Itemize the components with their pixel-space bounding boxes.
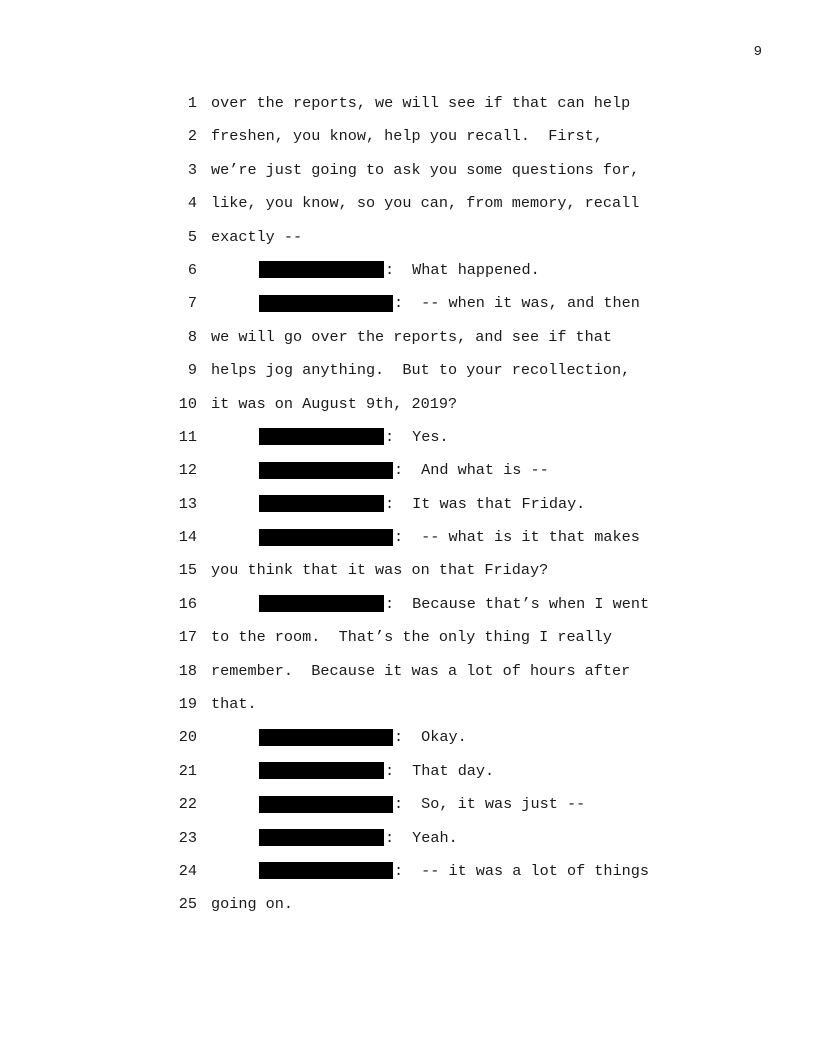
redacted-speaker-name (259, 529, 393, 546)
transcript-line (170, 460, 770, 493)
line-text: helps jog anything. But to your recollection, (211, 361, 631, 380)
line-text: Because that’s when I went (412, 594, 650, 613)
line-number: 6 (187, 260, 197, 279)
transcript-line (170, 193, 770, 226)
line-text: Okay. (421, 728, 467, 747)
line-text: freshen, you know, help you recall. First, (211, 127, 603, 146)
line-text: -- when it was, and then (421, 294, 640, 313)
redacted-speaker-name (259, 428, 384, 445)
line-text: going on. (211, 895, 294, 914)
speaker-turn (259, 761, 494, 781)
transcript-line (170, 560, 770, 593)
line-number: 12 (178, 461, 197, 480)
speaker-turn (259, 460, 549, 480)
line-number: 19 (178, 695, 197, 714)
line-text: that. (211, 695, 257, 714)
line-number: 5 (187, 227, 197, 246)
transcript-line (170, 360, 770, 393)
line-number: 13 (178, 494, 197, 513)
transcript-line (170, 861, 770, 894)
speaker-colon: : (394, 861, 404, 880)
redacted-speaker-name (259, 495, 384, 512)
speaker-turn (259, 594, 649, 614)
transcript-line (170, 427, 770, 460)
line-text: What happened. (412, 260, 540, 279)
speaker-colon: : (385, 427, 395, 446)
speaker-turn (259, 861, 649, 881)
transcript-line (170, 828, 770, 861)
line-number: 10 (178, 394, 197, 413)
line-text: And what is -- (421, 461, 549, 480)
transcript-line (170, 761, 770, 794)
speaker-turn (259, 527, 640, 547)
line-number: 4 (187, 194, 197, 213)
line-text: Yeah. (412, 828, 458, 847)
line-number: 3 (187, 160, 197, 179)
transcript-line (170, 794, 770, 827)
speaker-turn (259, 494, 585, 514)
speaker-turn (259, 794, 585, 814)
speaker-colon: : (385, 828, 395, 847)
redacted-speaker-name (259, 595, 384, 612)
line-number: 15 (178, 561, 197, 580)
line-number: 9 (187, 361, 197, 380)
transcript-line (170, 594, 770, 627)
line-number: 22 (178, 795, 197, 814)
line-number: 17 (178, 628, 197, 647)
redacted-speaker-name (259, 295, 393, 312)
line-text: like, you know, so you can, from memory, recall (211, 194, 640, 213)
line-number: 11 (178, 427, 197, 446)
speaker-colon: : (394, 795, 404, 814)
redacted-speaker-name (259, 762, 384, 779)
redacted-speaker-name (259, 829, 384, 846)
line-text: we’re just going to ask you some questions for, (211, 160, 640, 179)
line-text: -- what is it that makes (421, 528, 640, 547)
line-text: It was that Friday. (412, 494, 586, 513)
line-text: So, it was just -- (421, 795, 586, 814)
transcript-line (170, 661, 770, 694)
line-text: we will go over the reports, and see if that (211, 327, 613, 346)
line-number: 21 (178, 761, 197, 780)
speaker-colon: : (394, 294, 404, 313)
transcript-line (170, 327, 770, 360)
line-text: That day. (412, 761, 495, 780)
transcript-line (170, 694, 770, 727)
speaker-colon: : (385, 594, 395, 613)
line-number: 8 (187, 327, 197, 346)
speaker-turn (259, 828, 458, 848)
transcript-line (170, 727, 770, 760)
line-number: 23 (178, 828, 197, 847)
speaker-turn (259, 293, 640, 313)
transcript-line (170, 394, 770, 427)
speaker-turn (259, 427, 449, 447)
transcript-line (170, 293, 770, 326)
line-number: 25 (178, 895, 197, 914)
line-text: you think that it was on that Friday? (211, 561, 549, 580)
redacted-speaker-name (259, 462, 393, 479)
page-number: 9 (753, 44, 762, 60)
line-number: 20 (178, 728, 197, 747)
speaker-colon: : (394, 461, 404, 480)
line-number: 24 (178, 861, 197, 880)
speaker-turn (259, 727, 467, 747)
speaker-colon: : (394, 528, 404, 547)
line-number: 14 (178, 528, 197, 547)
redacted-speaker-name (259, 261, 384, 278)
transcript-line (170, 126, 770, 159)
line-number: 18 (178, 661, 197, 680)
line-text: -- it was a lot of things (421, 861, 649, 880)
speaker-colon: : (385, 494, 395, 513)
speaker-turn (259, 260, 540, 280)
redacted-speaker-name (259, 729, 393, 746)
speaker-colon: : (385, 260, 395, 279)
line-text: to the room. That’s the only thing I really (211, 628, 613, 647)
line-text: remember. Because it was a lot of hours after (211, 661, 631, 680)
line-text: Yes. (412, 427, 449, 446)
line-number: 16 (178, 594, 197, 613)
line-number: 2 (187, 127, 197, 146)
line-number: 7 (187, 294, 197, 313)
speaker-colon: : (385, 761, 395, 780)
line-text: exactly -- (211, 227, 303, 246)
transcript-line (170, 93, 770, 126)
line-number: 1 (187, 94, 197, 112)
redacted-speaker-name (259, 862, 393, 879)
transcript-line (170, 227, 770, 260)
transcript-line (170, 260, 770, 293)
transcript-line (170, 627, 770, 660)
transcript-line (170, 527, 770, 560)
redacted-speaker-name (259, 796, 393, 813)
transcript-line (170, 160, 770, 193)
transcript-line (170, 494, 770, 527)
line-text: over the reports, we will see if that can help (211, 94, 631, 112)
line-text: it was on August 9th, 2019? (211, 394, 458, 413)
transcript-line (170, 894, 770, 927)
transcript-body (170, 93, 770, 928)
speaker-colon: : (394, 728, 404, 747)
